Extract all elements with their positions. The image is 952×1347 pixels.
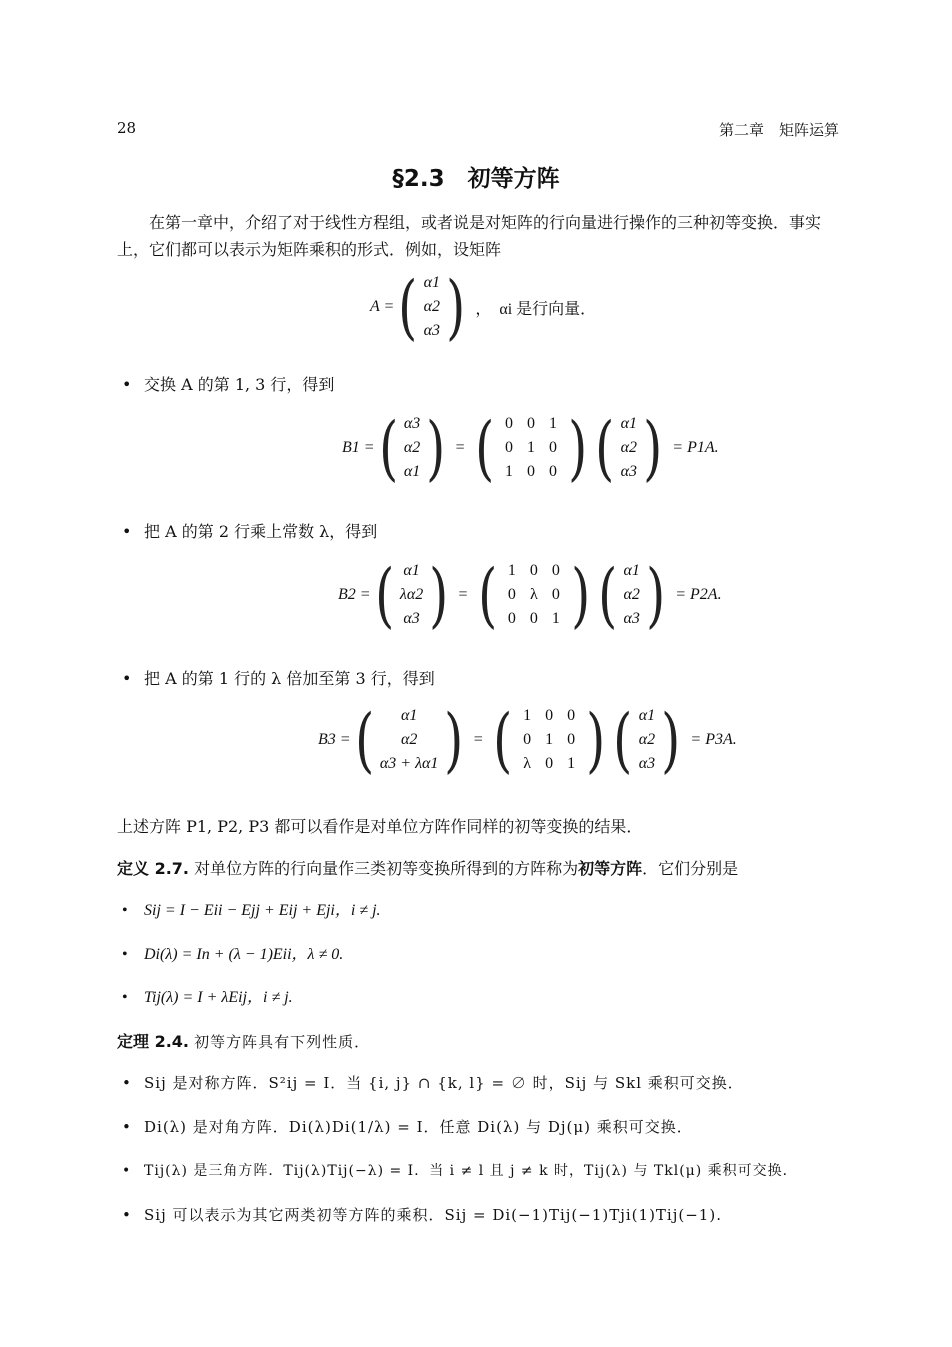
eq-b1-lhs: B1 = xyxy=(342,439,375,456)
b3-column: α1 α2 α3 + λα1 xyxy=(379,707,439,772)
alpha-3: α3 xyxy=(423,322,440,339)
intro-paragraph: 在第一章中，介绍了对于线性方程组，或者说是对矩阵的行向量进行操作的三种初等变换．事实上，它们都可以表示为矩阵乘积的形式．例如，设矩阵 xyxy=(117,213,822,259)
def-item-s-text: Sij = I − Eii − Ejj + Eij + Eji，i ≠ j. xyxy=(144,902,381,919)
definition-text-a: 对单位方阵的行向量作三类初等变换所得到的方阵称为 xyxy=(194,859,579,878)
a-column: α1 α2 α3 xyxy=(623,562,640,627)
bullet-scale-row: • 把 A 的第 2 行乘上常数 λ，得到 xyxy=(122,522,378,541)
definition-term: 初等方阵 xyxy=(578,859,643,878)
def-item-t-text: Tij(λ) = I + λEij，i ≠ j. xyxy=(144,989,293,1006)
running-head: 第二章 矩阵运算 xyxy=(718,121,839,139)
p1-matrix: 0 0 1 0 1 0 1 0 0 xyxy=(504,415,557,480)
summary-paragraph: 上述方阵 P1, P2, P3 都可以看作是对单位方阵作同样的初等变换的结果． xyxy=(117,817,643,836)
eq-a-lhs: A = xyxy=(370,298,395,315)
section-title: §2.3 初等方阵 xyxy=(392,166,560,192)
left-paren: ( xyxy=(477,554,497,636)
thm-item-3: • Tij(λ) 是三角方阵．Tij(λ)Tij(−λ) = I．当 i ≠ l 且 j ≠ k 时，Tij(λ) 与 Tkl(μ) 乘积可交换． xyxy=(122,1163,798,1179)
definition-label: 定义 2.7. xyxy=(117,859,189,878)
p2-matrix: 1 0 0 0 λ 0 0 0 1 xyxy=(507,562,560,627)
eq-a-note: ， αi 是行向量． xyxy=(475,300,597,318)
thm-item-3-text: Tij(λ) 是三角方阵．Tij(λ)Tij(−λ) = I．当 i ≠ l 且 j ≠ k 时，Tij(λ) 与 Tkl(μ) 乘积可交换． xyxy=(144,1163,798,1179)
right-paren: ) xyxy=(446,266,466,348)
left-paren: ( xyxy=(595,407,615,489)
left-paren: ( xyxy=(492,699,512,781)
alpha-1: α1 xyxy=(423,274,440,291)
theorem-label: 定理 2.4. xyxy=(117,1032,189,1051)
definition-text-b: ．它们分别是 xyxy=(642,859,739,878)
equals-sign: = xyxy=(458,586,468,603)
left-paren: ( xyxy=(374,554,394,636)
left-paren: ( xyxy=(613,699,633,781)
page-number: 28 xyxy=(117,119,137,137)
left-paren: ( xyxy=(598,554,618,636)
bullet-3-text: 把 A 的第 1 行的 λ 倍加至第 3 行，得到 xyxy=(144,669,435,688)
equals-sign: = xyxy=(473,731,483,748)
a-column: α1 α2 α3 xyxy=(620,415,637,480)
right-paren: ) xyxy=(444,699,464,781)
thm-item-4: • Sij 可以表示为其它两类初等方阵的乘积．Sij = Di(−1)Tij(−1)Tji(1)Tij(−1). xyxy=(122,1206,722,1224)
eq-b1-rhs: = P1A. xyxy=(672,439,719,456)
bullet-swap-rows: • 交换 A 的第 1, 3 行，得到 xyxy=(122,375,335,394)
eq-b2-lhs: B2 = xyxy=(338,586,371,603)
thm-item-1: • Sij 是对称方阵．S²ij = I．当 {i, j} ∩ {k, l} = ∅ 时，Sij 与 Skl 乘积可交换． xyxy=(122,1074,744,1092)
right-paren: ) xyxy=(426,407,446,489)
def-item-t: • Tij(λ) = I + λEij，i ≠ j. xyxy=(122,989,293,1006)
thm-item-1-text: Sij 是对称方阵．S²ij = I．当 {i, j} ∩ {k, l} = ∅ 时，Sij 与 Skl 乘积可交换． xyxy=(144,1074,744,1092)
right-paren: ) xyxy=(429,554,449,636)
b2-column: α1 λα2 α3 xyxy=(399,562,424,627)
right-paren: ) xyxy=(646,554,666,636)
eq-b3-rhs: = P3A. xyxy=(690,731,737,748)
theorem-2-4 xyxy=(117,1028,839,1056)
eq-b3-lhs: B3 = xyxy=(318,731,351,748)
def-item-d: • Di(λ) = In + (λ − 1)Eii，λ ≠ 0. xyxy=(122,946,344,963)
equation-b1 xyxy=(342,407,725,489)
bullet-2-text: 把 A 的第 2 行乘上常数 λ，得到 xyxy=(144,522,378,541)
theorem-text: 初等方阵具有下列性质． xyxy=(194,1033,371,1051)
alpha-2: α2 xyxy=(423,298,440,315)
p3-matrix: 1 0 0 0 1 0 λ 0 1 xyxy=(523,707,576,772)
eq-b2-rhs: = P2A. xyxy=(675,586,722,603)
definition-2-7 xyxy=(117,855,839,882)
right-paren: ) xyxy=(661,699,681,781)
def-item-s: • Sij = I − Eii − Ejj + Eij + Eji，i ≠ j. xyxy=(122,902,381,919)
thm-item-4-text: Sij 可以表示为其它两类初等方阵的乘积．Sij = Di(−1)Tij(−1)Tji(1)Tij(−1). xyxy=(144,1206,722,1224)
left-paren: ( xyxy=(378,407,398,489)
right-paren: ) xyxy=(586,699,606,781)
left-paren: ( xyxy=(398,266,418,348)
def-item-d-text: Di(λ) = In + (λ − 1)Eii，λ ≠ 0. xyxy=(144,946,344,963)
thm-item-2: • Di(λ) 是对角方阵．Di(λ)Di(1/λ) = I．任意 Di(λ) 与 Dj(μ) 乘积可交换． xyxy=(122,1118,693,1136)
equation-b2 xyxy=(338,554,728,636)
right-paren: ) xyxy=(643,407,663,489)
b1-column: α3 α2 α1 xyxy=(403,415,421,480)
left-paren: ( xyxy=(474,407,494,489)
equals-sign: = xyxy=(455,439,465,456)
bullet-1-text: 交换 A 的第 1, 3 行，得到 xyxy=(144,375,335,394)
matrix-a-column xyxy=(422,274,442,340)
thm-item-2-text: Di(λ) 是对角方阵．Di(λ)Di(1/λ) = I．任意 Di(λ) 与 Dj(μ) 乘积可交换． xyxy=(144,1118,693,1136)
right-paren: ) xyxy=(568,407,588,489)
equation-a xyxy=(370,266,602,348)
bullet-add-row: • 把 A 的第 1 行的 λ 倍加至第 3 行，得到 xyxy=(122,669,435,688)
left-paren: ( xyxy=(354,699,374,781)
right-paren: ) xyxy=(570,554,591,636)
equation-b3 xyxy=(318,699,743,781)
a-column: α1 α2 α3 xyxy=(638,707,656,772)
